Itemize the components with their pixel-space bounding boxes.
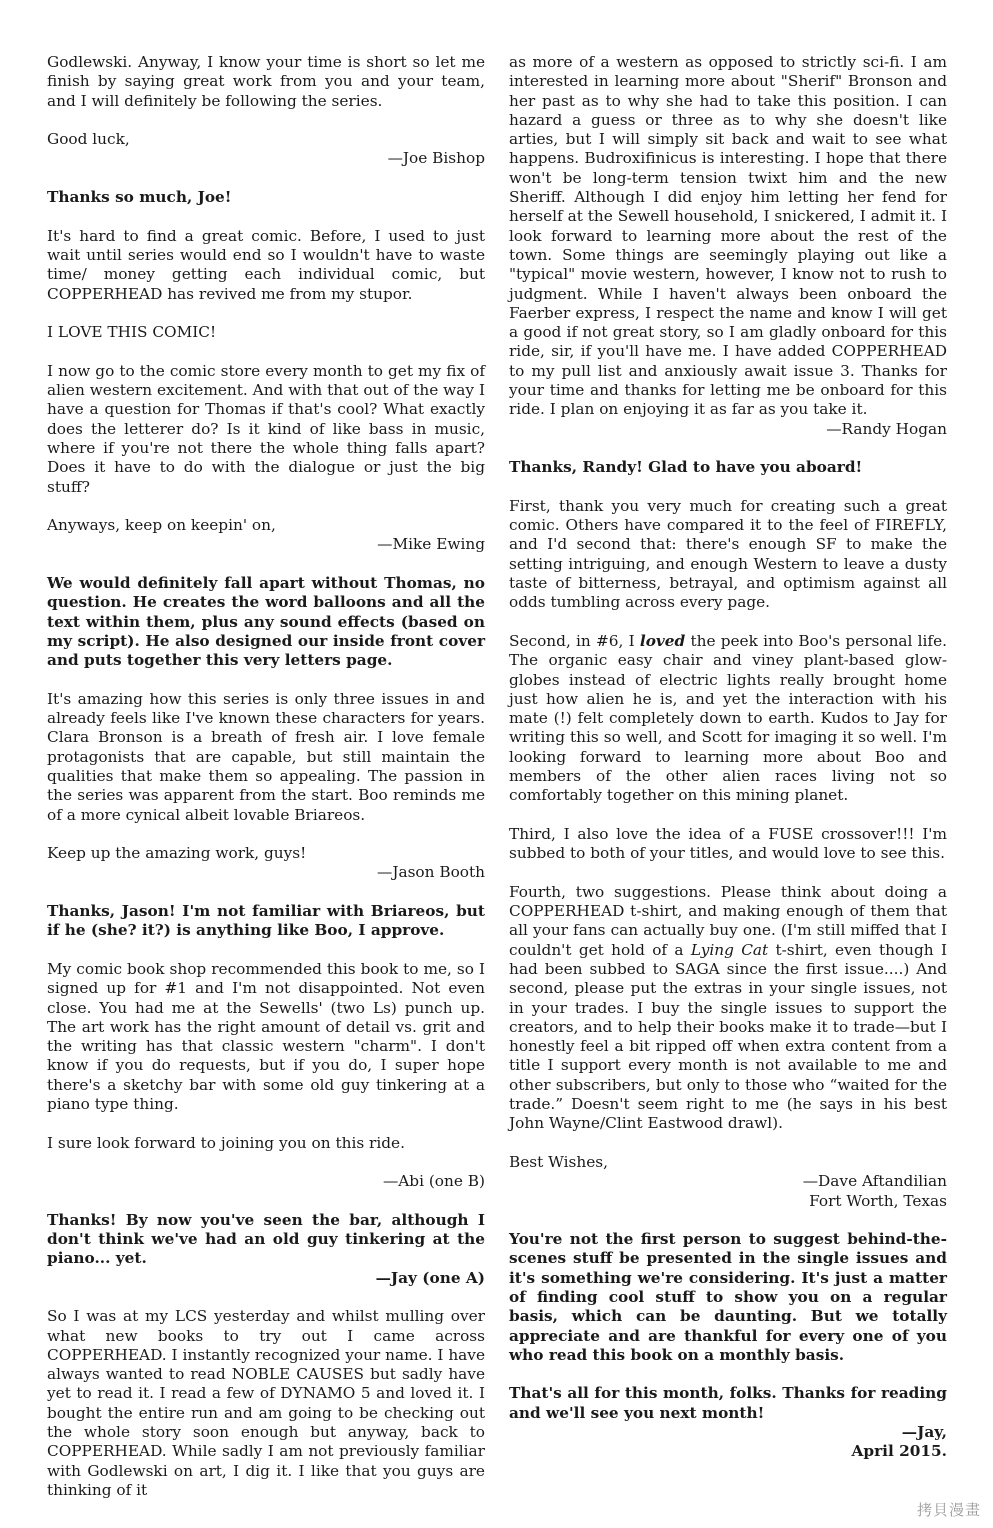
- letter-text: So I was at my LCS yesterday and whilst mulling over what new books to try out I came across COPPERHEAD. I instantly recognized your name. I have always wanted to read NOBLE CAUSES but sadly have yet to read it. I read a few of DYNAMO 5 and loved it. I bought the entire run and am going to be checking out the whole story soon enough but anyway, back to COPPERHEAD. While sadly I am not previously familiar with Godlewski on art, I dig it. I like that you guys are thinking of it: [47, 1307, 485, 1499]
- letter-text: Keep up the amazing work, guys!: [47, 844, 307, 863]
- letter-text: It's amazing how this series is only three issues in and already feels like I've known these characters for years. Clara Bronson is a breath of fresh air. I love female protagonists that are capable, but still maintain the qualities that make them so appealing. The passion in the series was apparent from the start. Boo reminds me of a more cynical albeit lovable Briareos.: [47, 689, 485, 824]
- letter-text: [509, 883, 947, 1134]
- editor-reply: Thanks, Randy! Glad to have you aboard!: [509, 458, 863, 477]
- right-column: [509, 53, 947, 1462]
- letter-text: as more of a western as opposed to strictly sci-fi. I am interested in learning more about "Sherif" Bronson and her past as to why she had to take this position. I can hazard a guess or three as to why she doesn't like arties, but I will simply sit back and wait to see what happens. Budroxifinicus is interesting. I hope that there won't be long-term tension twixt him and the new Sheriff. Although I did enjoy him letting her fend for herself at the Sewell household, I snickered, I admit it. I look forward to learning more about the rest of the town. Some things are seemingly playing out like a "typical" movie western, however, I know not to rush to judgment. While I haven't always been onboard the Faerber express, I respect the name and know I will get a good if not great story, so I am gladly onboard for this ride, sir, if you'll have me. I have added COPPERHEAD to my pull list and anxiously await issue 3. Thanks for your time and thanks for letting me be onboard for this ride. I plan on enjoying it as far as you take it.: [509, 53, 947, 419]
- letter-signature: —Joe Bishop: [387, 149, 485, 168]
- letter-location: Fort Worth, Texas: [809, 1191, 947, 1210]
- letter-text-part: t-shirt, even though I had been subbed to SAGA since the first issue....) And second, please put the extras in your single issues, not in your trades. I buy the single issues to support the creators, and to help their books make it to trade—but I honestly feel a bit ripped off when extra content from a title I support every month is not available to me and other subscribers, but only to those who “waited for the trade.” Doesn't seem right to me (he says in his best John Wayne/Clint Eastwood drawl).: [509, 940, 947, 1133]
- watermark: 拷貝漫畫: [916, 1501, 981, 1519]
- letter-text: Good luck,: [47, 130, 130, 149]
- letter-signature: —Randy Hogan: [826, 419, 947, 438]
- editor-reply: Thanks, Jason! I'm not familiar with Briareos, but if he (she? it?) is anything like Boo, I approve.: [47, 902, 485, 940]
- editor-reply: Thanks so much, Joe!: [47, 188, 232, 207]
- emphasis-text: loved: [639, 631, 686, 650]
- letter-text-part: Second, in #6, I: [509, 631, 640, 650]
- letter-signature: —Mike Ewing: [377, 535, 485, 554]
- letter-text: Best Wishes,: [509, 1152, 608, 1171]
- letter-text: [509, 632, 947, 806]
- editor-signature: —Jay (one A): [375, 1268, 485, 1287]
- letter-signature: —Abi (one B): [382, 1172, 485, 1191]
- editor-closing: That's all for this month, folks. Thanks for reading and we'll see you next month!: [509, 1384, 947, 1422]
- editor-reply: Thanks! By now you've seen the bar, although I don't think we've had an old guy tinkering at the piano... yet.: [47, 1210, 485, 1268]
- editor-reply: We would definitely fall apart without Thomas, no question. He creates the word balloons and all the text within them, plus any sound effects (based on my script). He also designed our inside front cover and puts together this very letters page.: [47, 574, 485, 670]
- letter-text: My comic book shop recommended this book to me, so I signed up for #1 and I'm not disappointed. Not even close. You had me at the Sewells' (two Ls) punch up. The art work has the right amount of detail vs. grit and the writing has that classic western "charm". I don't know if you do requests, but if you do, I super hope there's a sketchy bar with some old guy tinkering at a piano type thing.: [47, 959, 485, 1114]
- letter-text: Godlewski. Anyway, I know your time is short so let me finish by saying great work from you and your team, and I will definitely be following the series.: [47, 53, 485, 110]
- letter-text: First, thank you very much for creating such a great comic. Others have compared it to the feel of FIREFLY, and I'd second that: there's enough SF to make the setting intriguing, and enough Western to leave a dusty taste of bitterness, betrayal, and optimism against all odds tumbling across every page.: [509, 496, 947, 612]
- closing-date: April 2015.: [851, 1442, 947, 1461]
- left-column: [47, 53, 485, 1500]
- letter-text: I now go to the comic store every month to get my fix of alien western excitement. And with that out of the way I have a question for Thomas if that's cool? What exactly does the letterer do? Is it kind of like bass in music, where if you're not there the whole thing falls apart? Does it have to do with the dialogue or just the big stuff?: [47, 361, 485, 496]
- letter-text-part: the peek into Boo's personal life. The organic easy chair and viney plant-based glow-globes instead of electric lights really brought home just how alien he is, and yet the interaction with his mate (!) felt completely down to earth. Kudos to Jay for writing this so well, and Scott for imaging it so well. I'm looking forward to learning more about Boo and members of the other alien races living not so comfortably together on this mining planet.: [509, 631, 948, 805]
- letter-signature: —Jason Booth: [377, 863, 485, 882]
- emphasis-text: Lying Cat: [690, 940, 769, 959]
- letter-text: I LOVE THIS COMIC!: [47, 323, 217, 342]
- letter-text: I sure look forward to joining you on this ride.: [47, 1133, 405, 1152]
- letter-signature: —Dave Aftandilian: [802, 1172, 947, 1191]
- letter-text: Third, I also love the idea of a FUSE crossover!!! I'm subbed to both of your titles, and would love to see this.: [509, 824, 947, 863]
- editor-signature: —Jay,: [901, 1423, 947, 1442]
- letter-text-part: Fourth, two suggestions. Please think about doing a COPPERHEAD t-shirt, and making enough of them that all your fans can actually buy one. (I'm still miffed that I couldn't get hold of a: [509, 882, 947, 959]
- letter-text: It's hard to find a great comic. Before, I used to just wait until series would end so I wouldn't have to waste time/ money getting each individual comic, but COPPERHEAD has revived me from my stupor.: [47, 226, 485, 303]
- letter-text: Anyways, keep on keepin' on,: [47, 516, 276, 535]
- editor-reply: You're not the first person to suggest behind-the-scenes stuff be presented in the single issues and it's something we're considering. It's just a matter of finding cool stuff to show you on a regular basis, which can be daunting. But we totally appreciate and are thankful for every one of you who read this book on a monthly basis.: [509, 1230, 947, 1364]
